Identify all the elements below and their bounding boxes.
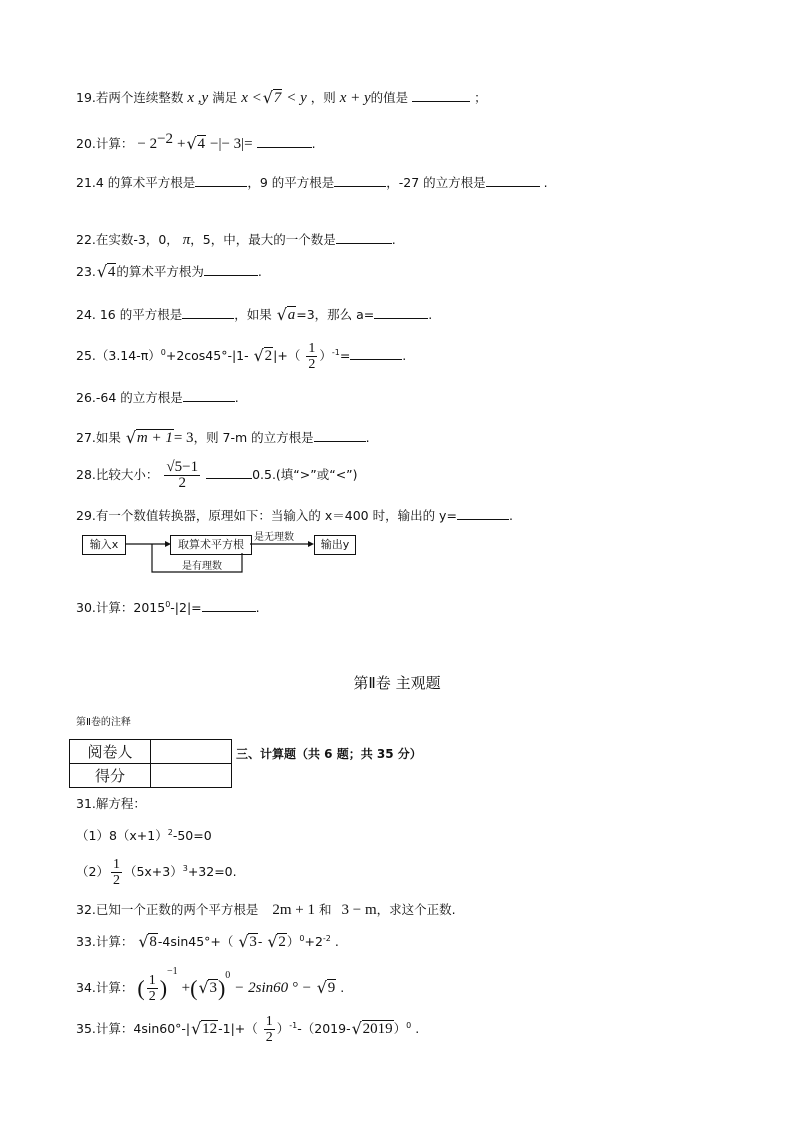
answer-blank[interactable] <box>195 174 247 187</box>
question-31: 31.解方程： <box>76 796 146 811</box>
input-x-box: 输入x <box>82 535 126 555</box>
grader-cell[interactable] <box>151 740 232 764</box>
question-19: 19.若两个连续整数 x ,y 满足 x <√ 7 < y ，则 x + y的值是 ； <box>76 88 487 107</box>
question-29: 29.有一个数值转换器，原理如下：当输入的 x＝400 时，输出的 y= . <box>76 508 513 523</box>
section-title: 第Ⅱ卷 主观题 <box>353 674 441 692</box>
question-33: 33.计算： √ 8-4sin45°+（ √ 3- √ $2)^0+2^{-2}$ . <box>76 932 339 951</box>
answer-blank[interactable] <box>183 389 235 402</box>
answer-blank[interactable] <box>486 174 540 187</box>
grade-table <box>69 739 232 788</box>
score-label: 得分 <box>70 764 151 788</box>
question-20: 20.计算： − $2^{-2}$ +√ 4 −|− 3|= . <box>76 131 316 153</box>
question-26: 26.-64 的立方根是 . <box>76 390 239 405</box>
answer-blank[interactable] <box>182 306 234 319</box>
question-27: 27.如果 √ m + 1= 3，则 7-m 的立方根是 . <box>76 428 370 447</box>
section-3-heading: 三、计算题（共 6 题；共 35 分） <box>236 747 422 761</box>
question-23: 23.√ 4的算术平方根为 . <box>76 262 262 281</box>
answer-blank[interactable] <box>350 347 402 360</box>
answer-blank[interactable] <box>204 263 258 276</box>
converter-flowchart <box>82 532 372 580</box>
answer-blank[interactable] <box>202 599 256 612</box>
answer-blank[interactable] <box>206 466 252 479</box>
question-25: $25.(3.14-\pi)^0+2\cos 45^\circ-|1-$ √ 2|+（ $\frac{1}{2}$ ）$^{-1}$= . <box>76 341 406 372</box>
question-22: 22.在实数-3，0， π，5，中，最大的一个数是 . <box>76 232 396 248</box>
answer-blank[interactable] <box>334 174 386 187</box>
answer-blank[interactable] <box>412 89 470 102</box>
question-24: 24. 16 的平方根是 ，如果 √ a=3，那么 a= . <box>76 305 432 324</box>
section-note: 第Ⅱ卷的注释 <box>76 717 131 728</box>
answer-blank[interactable] <box>314 429 366 442</box>
rational-label: 是有理数 <box>182 561 222 572</box>
question-35: 35.计算：4sin60°-|√ 12-1|+（ $\frac{1}{2}$ ）$^{-1}$-（2019-√ 2019）$^0$ . <box>76 1014 419 1045</box>
irrational-label: 是无理数 <box>254 532 294 543</box>
answer-blank[interactable] <box>257 135 312 148</box>
question-31-part1: $(1)8(x+1)^2-50=0$ <box>76 827 212 843</box>
question-34: 34.计算： ( $\frac{1}{2}$ )$^{-1}$ +(√ 3)$^0$ − 2sin60 ° − √ 9 . <box>76 966 344 1004</box>
question-21: 21.4 的算术平方根是 ，9 的平方根是 ，-27 的立方根是 . <box>76 175 548 190</box>
answer-blank[interactable] <box>336 231 392 244</box>
grader-label: 阅卷人 <box>70 740 151 764</box>
question-28: 28.比较大小： $\frac{√5-1}{2}$ 0.5.(填“>”或“<”) <box>76 459 358 491</box>
question-31-part2: （2） $\frac{1}{2}$ $(5x+3)^3+32=0$. <box>76 857 237 888</box>
question-30: 30.计算：$2015^0-|2|=$ . <box>76 599 260 615</box>
sqrt-process-box: 取算术平方根 <box>170 535 252 555</box>
output-y-box: 输出y <box>314 535 356 555</box>
question-32: 32.已知一个正数的两个平方根是 2m + 1 和 3 − m，求这个正数. <box>76 902 456 918</box>
answer-blank[interactable] <box>374 306 428 319</box>
answer-blank[interactable] <box>457 507 509 520</box>
score-cell[interactable] <box>151 764 232 788</box>
